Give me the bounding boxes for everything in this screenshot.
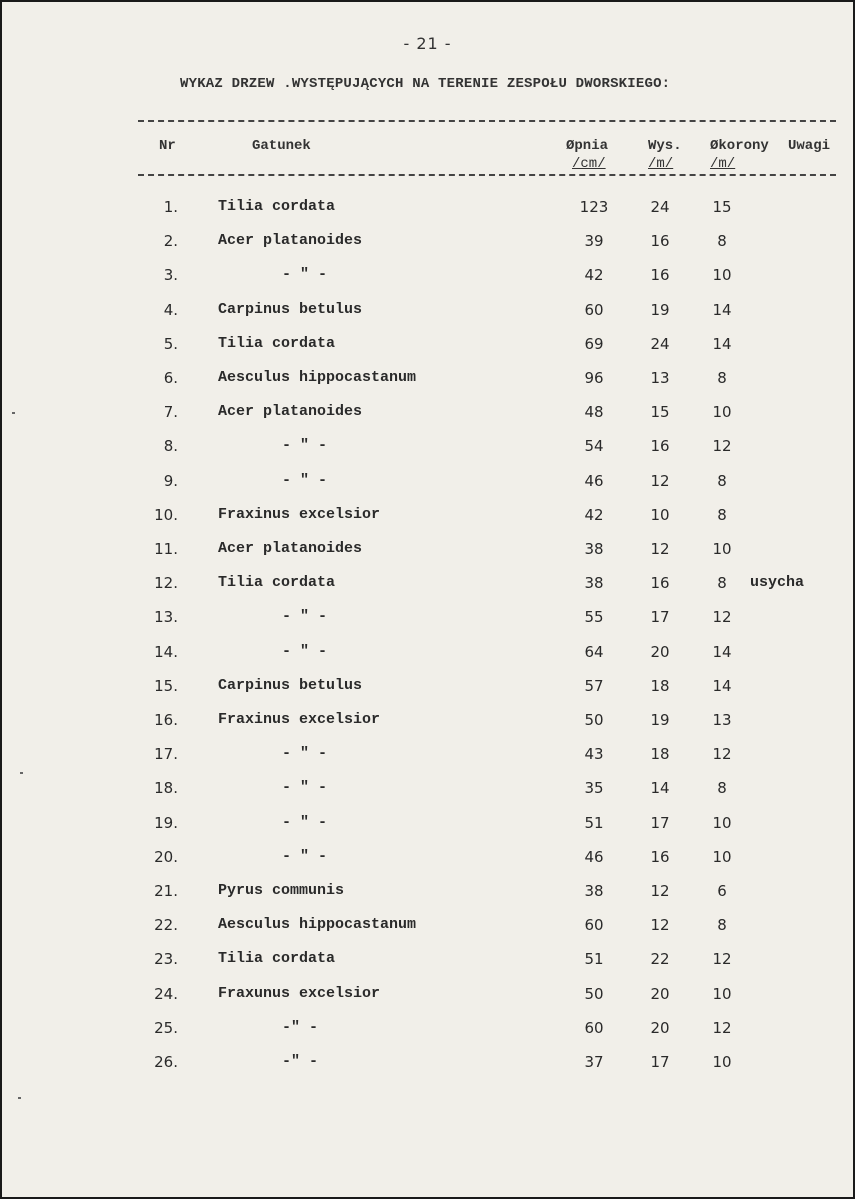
trunk-diameter: 46 (584, 472, 604, 490)
row-number: 3. (163, 266, 178, 284)
table-row (2, 848, 853, 874)
tree-height: 12 (650, 882, 670, 900)
row-number: 9. (163, 472, 178, 490)
tree-height: 22 (650, 950, 670, 968)
table-row (2, 711, 853, 737)
trunk-diameter: 37 (584, 1053, 604, 1071)
crown-diameter: 14 (712, 335, 732, 353)
crown-diameter: 12 (712, 437, 732, 455)
table-row (2, 198, 853, 224)
species-name: Tilia cordata (218, 574, 336, 591)
species-name: -" - (282, 1019, 319, 1036)
crown-label: Økorony (710, 138, 769, 154)
tree-table-body (2, 2, 853, 1197)
column-header-notes: Uwagi (788, 138, 831, 154)
row-number: 21. (154, 882, 178, 900)
row-number: 17. (154, 745, 178, 763)
table-row (2, 985, 853, 1011)
tree-height: 18 (650, 745, 670, 763)
crown-diameter: 12 (712, 950, 732, 968)
species-name: - " - (282, 472, 328, 489)
table-row (2, 232, 853, 258)
species-name: Acer platanoides (218, 540, 363, 557)
tree-height: 20 (650, 985, 670, 1003)
table-row (2, 814, 853, 840)
trunk-diameter: 123 (579, 198, 609, 216)
crown-diameter: 10 (712, 985, 732, 1003)
crown-diameter: 10 (712, 266, 732, 284)
column-header-nr: Nr (159, 138, 176, 154)
species-name: Tilia cordata (218, 950, 336, 967)
tree-height: 17 (650, 814, 670, 832)
row-number: 18. (154, 779, 178, 797)
crown-diameter: 8 (717, 506, 727, 524)
tree-height: 12 (650, 540, 670, 558)
tree-height: 16 (650, 266, 670, 284)
species-name: Carpinus betulus (218, 677, 363, 694)
row-number: 20. (154, 848, 178, 866)
row-number: 19. (154, 814, 178, 832)
species-name: - " - (282, 779, 328, 796)
crown-diameter: 15 (712, 198, 732, 216)
species-name: Tilia cordata (218, 335, 336, 352)
tree-height: 10 (650, 506, 670, 524)
row-number: 15. (154, 677, 178, 695)
trunk-diameter: 38 (584, 540, 604, 558)
table-row (2, 369, 853, 395)
species-name: Aesculus hippocastanum (218, 916, 417, 933)
crown-diameter: 14 (712, 301, 732, 319)
crown-diameter: 12 (712, 745, 732, 763)
table-row (2, 950, 853, 976)
page-number: - 21 - (403, 34, 452, 53)
trunk-diameter: 60 (584, 301, 604, 319)
trunk-diameter: 42 (584, 506, 604, 524)
species-name: - " - (282, 643, 328, 660)
row-number: 5. (163, 335, 178, 353)
trunk-diameter: 60 (584, 916, 604, 934)
crown-diameter: 10 (712, 1053, 732, 1071)
row-number: 26. (154, 1053, 178, 1071)
table-row (2, 1053, 853, 1079)
tree-height: 16 (650, 232, 670, 250)
row-number: 2. (163, 232, 178, 250)
tree-height: 16 (650, 848, 670, 866)
tree-height: 24 (650, 198, 670, 216)
species-name: Acer platanoides (218, 232, 363, 249)
species-name: Fraxunus excelsior (218, 985, 381, 1002)
table-row (2, 437, 853, 463)
tree-height: 15 (650, 403, 670, 421)
species-name: - " - (282, 266, 328, 283)
scan-mark (20, 772, 23, 774)
notes-text: usycha (750, 574, 805, 591)
trunk-diameter: 50 (584, 711, 604, 729)
table-row (2, 301, 853, 327)
species-name: - " - (282, 745, 328, 762)
tree-height: 19 (650, 711, 670, 729)
species-name: - " - (282, 608, 328, 625)
crown-diameter: 10 (712, 403, 732, 421)
crown-diameter: 10 (712, 848, 732, 866)
species-name: Pyrus communis (218, 882, 345, 899)
table-row (2, 779, 853, 805)
row-number: 10. (154, 506, 178, 524)
crown-diameter: 12 (712, 1019, 732, 1037)
trunk-diameter: 54 (584, 437, 604, 455)
table-row (2, 506, 853, 532)
trunk-diameter: 51 (584, 814, 604, 832)
crown-diameter: 14 (712, 677, 732, 695)
table-row (2, 472, 853, 498)
trunk-diameter: 60 (584, 1019, 604, 1037)
species-name: Aesculus hippocastanum (218, 369, 417, 386)
row-number: 6. (163, 369, 178, 387)
species-name: Acer platanoides (218, 403, 363, 420)
row-number: 16. (154, 711, 178, 729)
row-number: 4. (163, 301, 178, 319)
crown-diameter: 8 (717, 369, 727, 387)
table-row (2, 1019, 853, 1045)
crown-diameter: 8 (717, 916, 727, 934)
trunk-diameter: 39 (584, 232, 604, 250)
trunk-diameter: 38 (584, 882, 604, 900)
tree-height: 24 (650, 335, 670, 353)
document-page (2, 2, 853, 1197)
row-number: 12. (154, 574, 178, 592)
table-row (2, 335, 853, 361)
row-number: 25. (154, 1019, 178, 1037)
species-name: Carpinus betulus (218, 301, 363, 318)
tree-height: 20 (650, 1019, 670, 1037)
row-number: 22. (154, 916, 178, 934)
trunk-diameter: 57 (584, 677, 604, 695)
crown-diameter: 8 (717, 232, 727, 250)
table-row (2, 677, 853, 703)
species-name: - " - (282, 848, 328, 865)
crown-diameter: 8 (717, 574, 727, 592)
crown-unit: /m/ (710, 156, 736, 172)
trunk-diameter: 55 (584, 608, 604, 626)
species-name: - " - (282, 437, 328, 454)
crown-diameter: 12 (712, 608, 732, 626)
table-row (2, 882, 853, 908)
crown-diameter: 13 (712, 711, 732, 729)
row-number: 23. (154, 950, 178, 968)
row-number: 11. (154, 540, 178, 558)
row-number: 8. (163, 437, 178, 455)
tree-height: 12 (650, 472, 670, 490)
column-header-species: Gatunek (252, 138, 311, 154)
trunk-diameter: 42 (584, 266, 604, 284)
tree-height: 12 (650, 916, 670, 934)
tree-height: 14 (650, 779, 670, 797)
table-row (2, 574, 853, 600)
species-name: - " - (282, 814, 328, 831)
tree-height: 17 (650, 608, 670, 626)
trunk-diameter: 64 (584, 643, 604, 661)
crown-diameter: 10 (712, 540, 732, 558)
trunk-diameter: 38 (584, 574, 604, 592)
height-unit: /m/ (648, 156, 674, 172)
crown-diameter: 8 (717, 779, 727, 797)
trunk-diameter: 96 (584, 369, 604, 387)
row-number: 24. (154, 985, 178, 1003)
trunk-diameter: 43 (584, 745, 604, 763)
trunk-diameter: 46 (584, 848, 604, 866)
table-row (2, 266, 853, 292)
table-row (2, 540, 853, 566)
crown-diameter: 14 (712, 643, 732, 661)
trunk-diameter: 51 (584, 950, 604, 968)
scan-mark (18, 1097, 21, 1099)
table-row (2, 608, 853, 634)
row-number: 1. (163, 198, 178, 216)
document-title: WYKAZ DRZEW .WYSTĘPUJĄCYCH NA TERENIE ZESPOŁU DWORSKIEGO: (180, 76, 671, 92)
crown-diameter: 6 (717, 882, 727, 900)
tree-height: 16 (650, 437, 670, 455)
trunk-diameter: 35 (584, 779, 604, 797)
trunk-diameter: 50 (584, 985, 604, 1003)
tree-height: 19 (650, 301, 670, 319)
species-name: -" - (282, 1053, 319, 1070)
height-label: Wys. (648, 138, 682, 154)
trunk-unit: /cm/ (572, 156, 606, 172)
species-name: Fraxinus excelsior (218, 506, 381, 523)
trunk-label: Øpnia (566, 138, 609, 154)
table-row (2, 643, 853, 669)
tree-height: 13 (650, 369, 670, 387)
trunk-diameter: 69 (584, 335, 604, 353)
row-number: 14. (154, 643, 178, 661)
crown-diameter: 10 (712, 814, 732, 832)
scan-mark (12, 412, 15, 414)
table-row (2, 916, 853, 942)
table-row (2, 745, 853, 771)
trunk-diameter: 48 (584, 403, 604, 421)
row-number: 13. (154, 608, 178, 626)
table-row (2, 403, 853, 429)
species-name: Fraxinus excelsior (218, 711, 381, 728)
row-number: 7. (163, 403, 178, 421)
tree-height: 20 (650, 643, 670, 661)
species-name: Tilia cordata (218, 198, 336, 215)
crown-diameter: 8 (717, 472, 727, 490)
tree-height: 16 (650, 574, 670, 592)
tree-height: 17 (650, 1053, 670, 1071)
tree-height: 18 (650, 677, 670, 695)
